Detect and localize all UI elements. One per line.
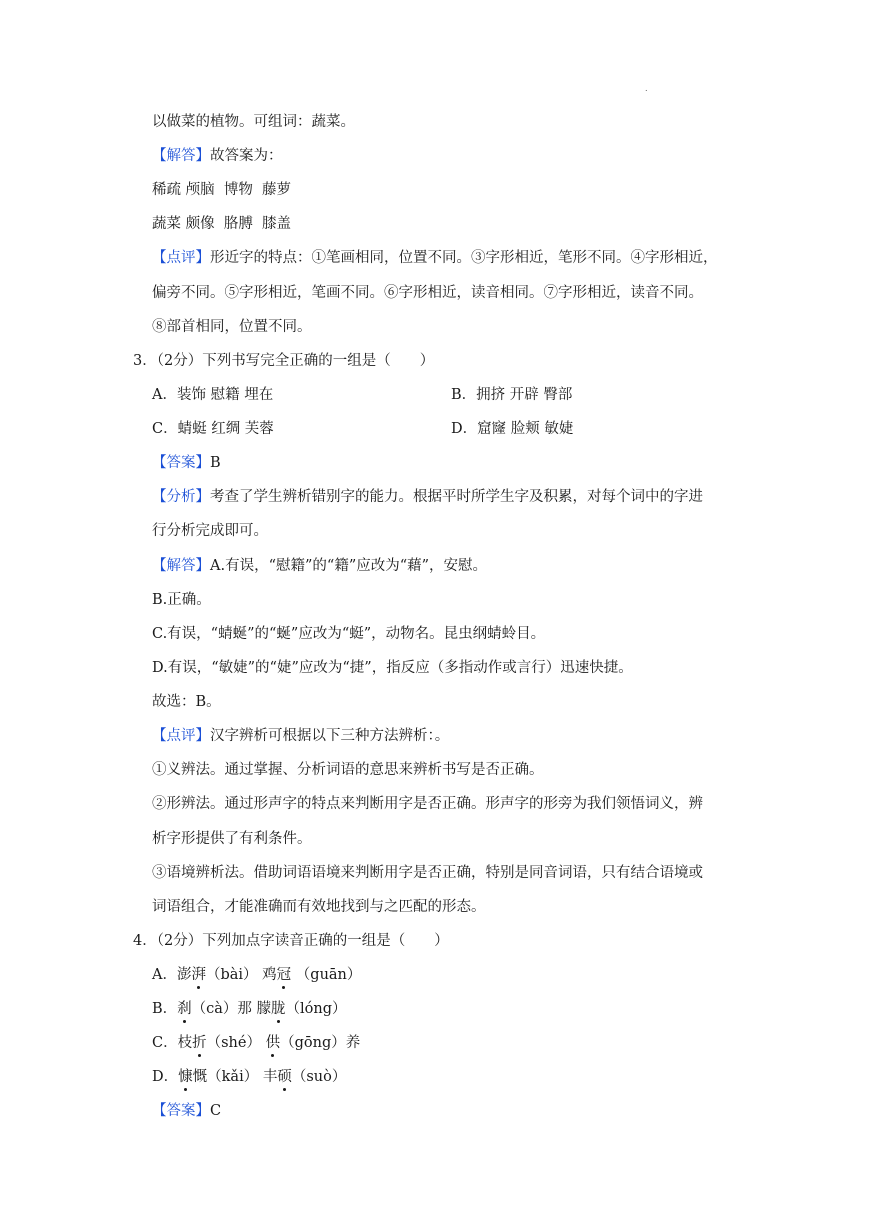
q3-analysis: 【分析】考查了学生辨析错别字的能力。根据平时所学生字及积累，对每个词中的字进 (152, 489, 703, 505)
q4-option-c: C．枝折（shé） 供（gōng）养 (152, 1035, 361, 1051)
emphasis-char: 冠 (276, 967, 292, 983)
q3-option-c: C．蜻蜓 红绸 芙蓉 (152, 421, 274, 437)
emphasis-char: 胧 (271, 1001, 286, 1017)
q2-answer-row-1: 稀疏 颅脑 博物 藤萝 (152, 182, 292, 198)
q3-option-a: A．装饰 慰籍 埋在 (152, 387, 274, 403)
q2-comment-line-3: ⑧部首相同，位置不同。 (152, 319, 312, 335)
page-mark: . (645, 84, 648, 93)
q3-comment: 【点评】汉字辨析可根据以下三种方法辨析：。 (152, 728, 450, 744)
q2-answer-row-2: 蔬菜 颇像 胳膊 膝盖 (152, 216, 292, 232)
q4-option-b: B．刹（cà）那 朦胧（lóng） (152, 1001, 347, 1017)
emphasis-char: 湃 (191, 967, 206, 983)
emphasis-char: 刹 (177, 1001, 192, 1017)
emphasis-char: 硕 (277, 1069, 292, 1085)
solution-tag: 【解答】 (152, 148, 210, 164)
q4-stem: 4．（2分）下列加点字读音正确的一组是（ ） (133, 933, 449, 949)
q3-solution: 【解答】A.有误，“慰籍”的“籍”应改为“藉”，安慰。 (152, 558, 488, 574)
q3-solution-c: C.有误，“蜻蜒”的“蜒”应改为“蜓”，动物名。昆虫纲蜻蛉目。 (152, 626, 546, 642)
q3-option-d: D．窟窿 脸颊 敏婕 (451, 421, 574, 437)
answer-tag: 【答案】 (152, 455, 210, 471)
emphasis-char: 折 (192, 1035, 207, 1051)
q3-stem: 3．（2分）下列书写完全正确的一组是（ ） (133, 353, 435, 369)
solution-tag: 【解答】 (152, 558, 210, 574)
emphasis-char: 供 (265, 1035, 281, 1051)
q3-method-3-cont: 词语组合，才能准确而有效地找到与之匹配的形态。 (152, 899, 486, 915)
q4-answer: 【答案】C (152, 1103, 222, 1119)
q3-method-2-cont: 析字形提供了有利条件。 (152, 831, 312, 847)
analysis-tag: 【分析】 (152, 489, 210, 505)
comment-tag: 【点评】 (152, 728, 210, 744)
q3-choice: 故选：B。 (152, 694, 221, 710)
q3-analysis-line-2: 行分析完成即可。 (152, 523, 268, 539)
q3-answer: 【答案】B (152, 455, 221, 471)
q2-comment: 【点评】形近字的特点：①笔画相同，位置不同。③字形相近，笔形不同。④字形相近， (152, 250, 718, 266)
emphasis-char: 慷 (178, 1069, 193, 1085)
answer-tag: 【答案】 (152, 1103, 210, 1119)
q3-solution-b: B.正确。 (152, 592, 211, 608)
q3-solution-d: D.有误，“敏婕”的“婕”应改为“捷”，指反应（多指动作或言行）迅速快捷。 (152, 660, 633, 676)
q3-option-b: B．拥挤 开辟 臀部 (451, 387, 573, 403)
q4-option-a: A．澎湃（bài） 鸡冠 （guān） (152, 967, 362, 983)
q2-solution: 【解答】故答案为： (152, 148, 283, 164)
q2-continued-line: 以做菜的植物。可组词：蔬菜。 (152, 114, 355, 130)
q3-method-2: ②形辨法。通过形声字的特点来判断用字是否正确。形声字的形旁为我们领悟词义，辨 (152, 796, 703, 812)
q4-option-d: D．慷慨（kǎi） 丰硕（suò） (152, 1069, 347, 1085)
comment-tag: 【点评】 (152, 250, 210, 266)
q3-method-3: ③语境辨析法。借助词语语境来判断用字是否正确，特别是同音词语，只有结合语境或 (152, 865, 703, 881)
q2-comment-line-2: 偏旁不同。⑤字形相近，笔画不同。⑥字形相近，读音相同。⑦字形相近，读音不同。 (152, 285, 703, 301)
q3-method-1: ①义辨法。通过掌握、分析词语的意思来辨析书写是否正确。 (152, 762, 544, 778)
